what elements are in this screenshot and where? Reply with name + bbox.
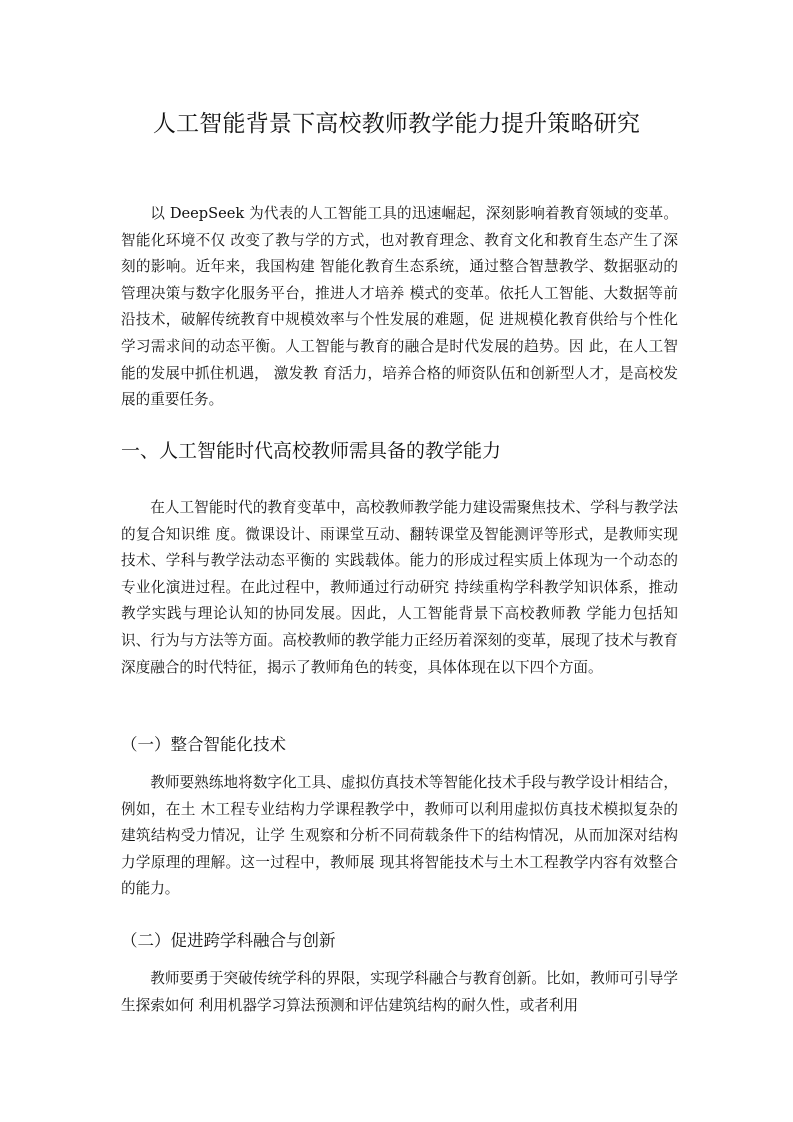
subsection-1-paragraph: 教师要熟练地将数字化工具、虚拟仿真技术等智能化技术手段与教学设计相结合，例如，在土 木工程专业结构力学课程教学中，教师可以利用虚拟仿真技术模拟复杂的建筑结构受力情况，让学 生观察和分析不同荷载条件下的结构情况，从而加深对结构力学原理的理解。这一过程中，教师展 现其将智能技术与土木工程教学内容有效整合的能力。 [121, 774, 678, 898]
section-1-paragraph: 在人工智能时代的教育变革中，高校教师教学能力建设需聚焦技术、学科与教学法的复合知识维 度。微课设计、雨课堂互动、翻转课堂及智能测评等形式，是教师实现技术、学科与教学法动态平衡的 实践载体。能力的形成过程实质上体现为一个动态的专业化演进过程。在此过程中，教师通过行动研究 持续重构学科教学知识体系，推动教学实践与理论认知的协同发展。因此，人工智能背景下高校教师教 学能力包括知识、行为与方法等方面。高校教师的教学能力正经历着深刻的变革，展现了技术与教育 深度融合的时代特征，揭示了教师角色的转变，具体体现在以下四个方面。 [121, 499, 678, 676]
document-title: 人工智能背景下高校教师教学能力提升策略研究 [152, 111, 641, 137]
intro-paragraph: 以 DeepSeek 为代表的人工智能工具的迅速崛起，深刻影响着教育领域的变革。智能化环境不仅 改变了教与学的方式，也对教育理念、教育文化和教育生态产生了深刻的影响。近年来，我国构建 智能化教育生态系统，通过整合智慧教学、数据驱动的管理决策与数字化服务平台，推进人才培养 模式的变革。依托人工智能、大数据等前沿技术，破解传统教育中规模效率与个性发展的难题，促 进规模化教育供给与个性化学习需求间的动态平衡。人工智能与教育的融合是时代发展的趋势。因 此，在人工智能的发展中抓住机遇， 激发教 育活力，培养合格的师资队伍和创新型人才，是高校发 展的重要任务。 [121, 205, 678, 409]
subsection-heading-2: （二）促进跨学科融合与创新 [121, 931, 336, 950]
subsection-heading-1: （一）整合智能化技术 [121, 735, 286, 754]
section-heading-1: 一、人工智能时代高校教师需具备的教学能力 [121, 440, 502, 462]
subsection-2-paragraph: 教师要勇于突破传统学科的界限，实现学科融合与教育创新。比如，教师可引导学生探索如何 利用机器学习算法预测和评估建筑结构的耐久性，或者利用 [121, 970, 678, 1014]
